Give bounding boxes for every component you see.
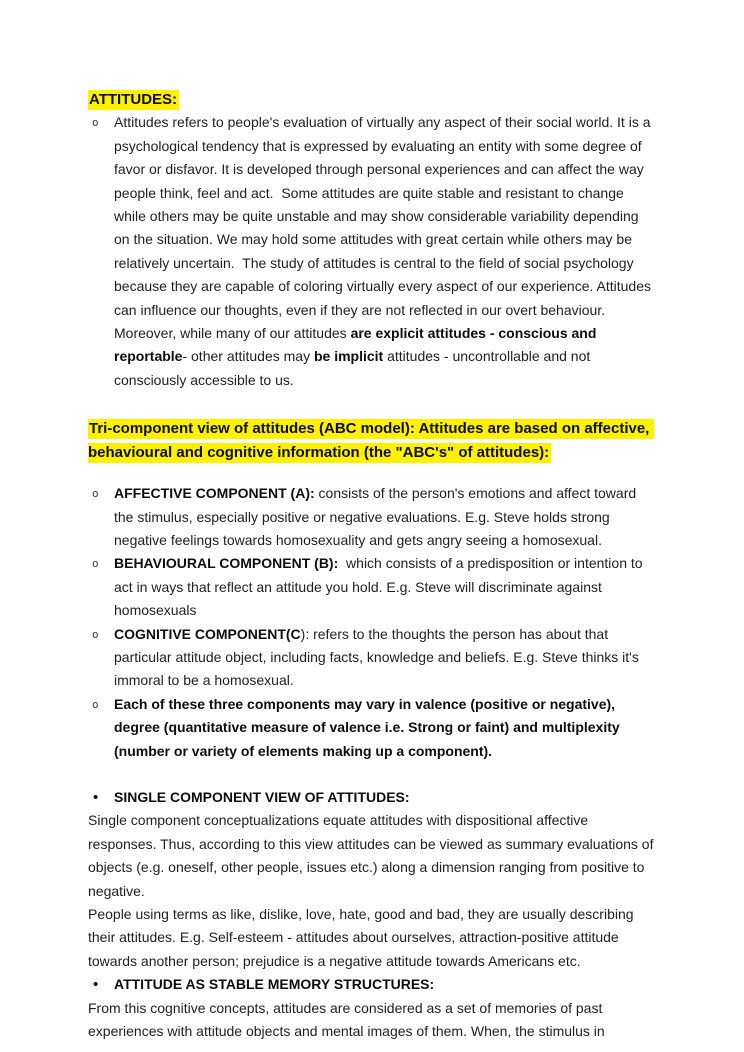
document-body: [88, 88, 656, 1043]
memory-structures-heading-item: [88, 973, 656, 996]
text-run: Single component conceptualizations equate attitudes with dispositional affective responses. Thus, according to this view attitudes can be viewed as summary evaluations of objects (e.g. oneself, other people, issues etc.) along a dimension ranging from positive to negative.: [88, 812, 658, 899]
attitudes-heading-text: ATTITUDES:: [89, 91, 178, 108]
text-run: Each of these three components may vary in valence (positive or negative), degree (quantitative measure of valence i.e. Strong or faint) and multiplexity (number or variety of elements making up a component).: [114, 695, 624, 759]
memory-structures-para: [88, 997, 656, 1044]
attitudes-intro-list: [88, 111, 656, 392]
affective-component-item: [88, 482, 656, 552]
text-run: People using terms as like, dislike, love, hate, good and bad, they are usually describing their attitudes. E.g. Self-esteem - attitudes about ourselves, attraction-positive attitude towards another person; prejudice is a negative attitude towards Americans etc.: [88, 906, 638, 969]
spacer-2: [88, 464, 656, 482]
text-run: BEHAVIOURAL COMPONENT (B):: [114, 555, 339, 572]
single-component-heading-list: [88, 786, 656, 809]
text-run: COGNITIVE COMPONENT(C: [114, 625, 301, 642]
text-run: ATTITUDE AS STABLE MEMORY STRUCTURES:: [114, 976, 435, 993]
text-run: Attitudes refers to people's evaluation of virtually any aspect of their social world. It is a psychological tendency that is expressed by evaluating an entity with some degree of favor or disfavor. It is developed through personal experiences and can affect the way people think, feel and act. Some attitudes are quite stable and resistant to change while others may be quite unstable and may show considerable variability depending on the situation. We may hold some attitudes with great certain while others may be relatively uncertain. The study of attitudes is central to the field of social psychology because they are capable of coloring virtually every aspect of our experience. Attitudes can influence our thoughts, even if they are not reflected in our overt behaviour. Moreover, while many of our attitudes: [114, 114, 655, 342]
attitudes-definition-item: [88, 111, 656, 392]
abc-model-heading: [88, 417, 656, 464]
text-run: are explicit attitudes - conscious and reportable: [114, 325, 601, 365]
text-run: consists of the person's emotions and affect toward the stimulus, especially positive or negative evaluations. E.g. Steve holds strong negative feelings towards homosexuality and gets angry seeing a homosexual.: [114, 485, 641, 548]
behavioural-component-item: [88, 552, 656, 622]
text-run: which consists of a predisposition or intention to act in ways that reflect an attitude you hold. E.g. Steve will discriminate against homosexuals: [114, 555, 647, 619]
text-run: From this cognitive concepts, attitudes are considered as a set of memories of past experiences with attitude objects and mental images of them. When, the stimulus in: [88, 999, 607, 1040]
abc-components-list: [88, 482, 656, 763]
text-run: SINGLE COMPONENT VIEW OF ATTITUDES:: [114, 788, 410, 805]
text-run: ): refers to the thoughts the person has about that particular attitude object, including facts, knowledge and beliefs. E.g. Steve thinks it's immoral to be a homosexual.: [114, 625, 643, 689]
text-run: - other attitudes may: [182, 348, 314, 365]
cognitive-component-item: [88, 623, 656, 693]
spacer-1: [88, 392, 656, 417]
single-component-para-2: [88, 903, 656, 973]
memory-structures-heading-list: [88, 973, 656, 996]
single-component-heading-item: [88, 786, 656, 809]
text-run: AFFECTIVE COMPONENT (A):: [114, 485, 315, 502]
abc-model-heading-text: Tri-component view of attitudes (ABC model): Attitudes are based on affective, behavioural and cognitive information (the "ABC's" of attitudes):: [88, 420, 654, 461]
single-component-para-1: [88, 809, 656, 903]
text-run: attitudes - uncontrollable and not consciously accessible to us.: [114, 348, 595, 388]
components-valence-item: [88, 693, 656, 763]
spacer-3: [88, 763, 656, 786]
attitudes-heading: [88, 88, 656, 111]
text-run: be implicit: [313, 348, 384, 365]
